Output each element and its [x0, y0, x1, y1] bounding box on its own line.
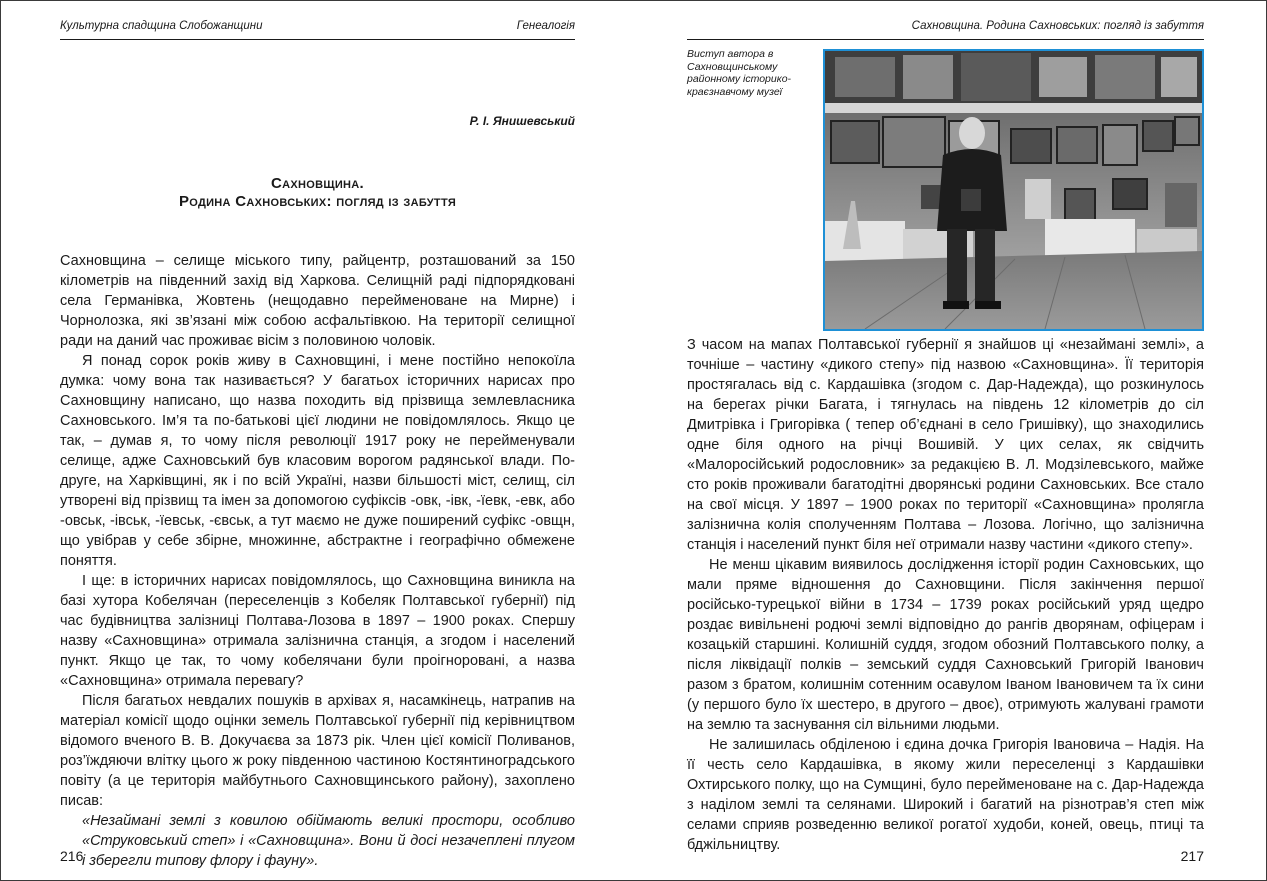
museum-photo [823, 49, 1204, 331]
paragraph: Сахновщина – селище міського типу, райцентр, розташований за 150 кілометрів на південний захід від Харкова. Селищній раді підпорядковані села Германівка, Жовтень (нещодавно перейменоване на Мирне) і Чорнолозка, які зв’язані між собою асфальтівкою. На території селищної ради на даний час проживає вісім з половиною чоловік. [60, 253, 575, 349]
right-page [634, 1, 1266, 880]
paragraph: І ще: в історичних нарисах повідомлялось, що Сахновщина виникла на базі хутора Кобелячан (переселенців з Кобеляк Полтавської губернії) під час будівництва залізниці Полтава-Лозова в 1897 – 1900 роках. Спершу назву «Сахновщина» отримала залізнична станція, а згодом і населений пункт. Якщо це так, то чому кобелячани були проігноровані, а назва «Сахновщина» отримала перевагу? [60, 573, 575, 689]
paragraph: Після багатьох невдалих пошуків в архівах я, насамкінець, натрапив на матеріал комісії щодо оцінки земель Полтавської губернії під керівництвом відомого вченого В. В. Докучаєва за 1873 рік. Член цієї комісії Поливанов, роз’їждяючи влітку цього ж року південною частиною Костянтиноградського повіту (а це територія майбутнього Сахновщинського району), захоплено писав: [60, 693, 575, 809]
article-title [60, 175, 575, 211]
left-page [1, 1, 634, 880]
paragraph: Не залишилась обділеною і єдина дочка Григорія Івановича – Надія. На її честь село Кардашівка, в якому жили переселенці з Кардашівки Охтирського полку, що на Сумщині, було перейменоване на с. Дар-Надежда з наділом землі та селянами. Широкий і багатий на різнотрав’я степ між селами сприяв розведенню великої рогатої худоби, коней, овець, птиці та бджільництву. [687, 737, 1204, 853]
header-rule [60, 39, 575, 40]
right-body-text [687, 335, 1204, 855]
title-line-1: Сахновщина. [270, 175, 365, 192]
photo-image [825, 51, 1202, 329]
quote-paragraph: «Незаймані землі з ковилою обіймають великі простори, особливо «Струковський степ» і «Сахновщина». Вони й досі незачеплені плугом і зберегли типову флору і фауну». [82, 813, 575, 869]
photo-caption: Виступ автора в Сахновщинському районному історико-краєзнавчому музеї [687, 48, 792, 98]
author-name: Р. І. Янишевський [469, 114, 575, 128]
title-line-2: Родина Сахновських: погляд із забуття [178, 193, 457, 210]
running-head-left: Культурна спадщина Слобожанщини [60, 20, 263, 32]
page-number-right: 217 [1180, 848, 1204, 864]
page-number-left: 216 [60, 848, 84, 864]
paragraph: Я понад сорок років живу в Сахновщині, і мене постійно непокоїла думка: чому вона так називається? У багатьох історичних нарисах про Сахновщину написано, що назва походить від прізвища землевласника Сахновського. Ім’я та по-батькові цієї людини не повідомлялось. Якщо це так, – думав я, то чому після революції 1917 року не перейменували селище, адже Сахновський був класовим ворогом радянської влади. По-друге, на Харківщині, як і по всій Україні, назви більшості міст, селищ, сіл утворені від прізвищ та імен за допомогою суфіксів -овк, -івк, -їевк, -евк, або -овськ, -івськ, -їевськ, -євськ, а тут маємо не дуже поширений суфікс -овщн, що увібрав у себе збірне, множинне, абстрактне і географічно обмежене поняття. [60, 353, 575, 569]
running-head-right: Сахновщина. Родина Сахновських: погляд із забуття [911, 20, 1204, 32]
paragraph: З часом на мапах Полтавської губернії я знайшов ці «незаймані землі», а точніше – частину «дикого степу» під назвою «Сахновщина». Її територія простягалась від с. Кардашівка (згодом с. Дар-Надежда), що розкинулось на берегах річки Багата, і тягнулась на південь 12 кілометрів до сіл Дмитрівка і Григорівка ( тепер об’єднані в село Гришівку), що знаходились одне біля одного на річці Вошивій. У цих селах, як свідчить «Малоросійський родословник» за редакцією В. Л. Модзілевського, майже сто років проживали багатодітні дворянські родини Сахновських. Все стало на свої місця. У 1897 – 1900 роках по території «Сахновщина» пролягла залізнична колія сполученням Полтава – Лозова. Логічно, що залізнична станція і населений пункт біля неї отримали назву частини «дикого степу». [687, 337, 1204, 553]
paragraph: Не менш цікавим виявилось дослідження історії родин Сахновських, що мали пряме відношення до Сахновщини. Після закінчення першої російсько-турецької війни в 1734 – 1739 роках російський уряд щедро роздає вивільнені родючі землі відповідно до рангів дворянам, офіцерам і козацькій старшині. Колишній суддя, згодом обозний Полтавського полку, а після ліквідації полків – земський суддя Сахновський Григорій Іванович разом з братом, колишнім сотенним осавулом Іваном Івановичем та їх сини (у першого було їх шестеро, в другого – двоє), отримують жалувані грамоти на землю та заснування сіл вільними людьми. [687, 557, 1204, 733]
running-head-section: Генеалогія [516, 20, 575, 32]
left-body-text [60, 251, 575, 871]
header-rule [687, 39, 1204, 40]
